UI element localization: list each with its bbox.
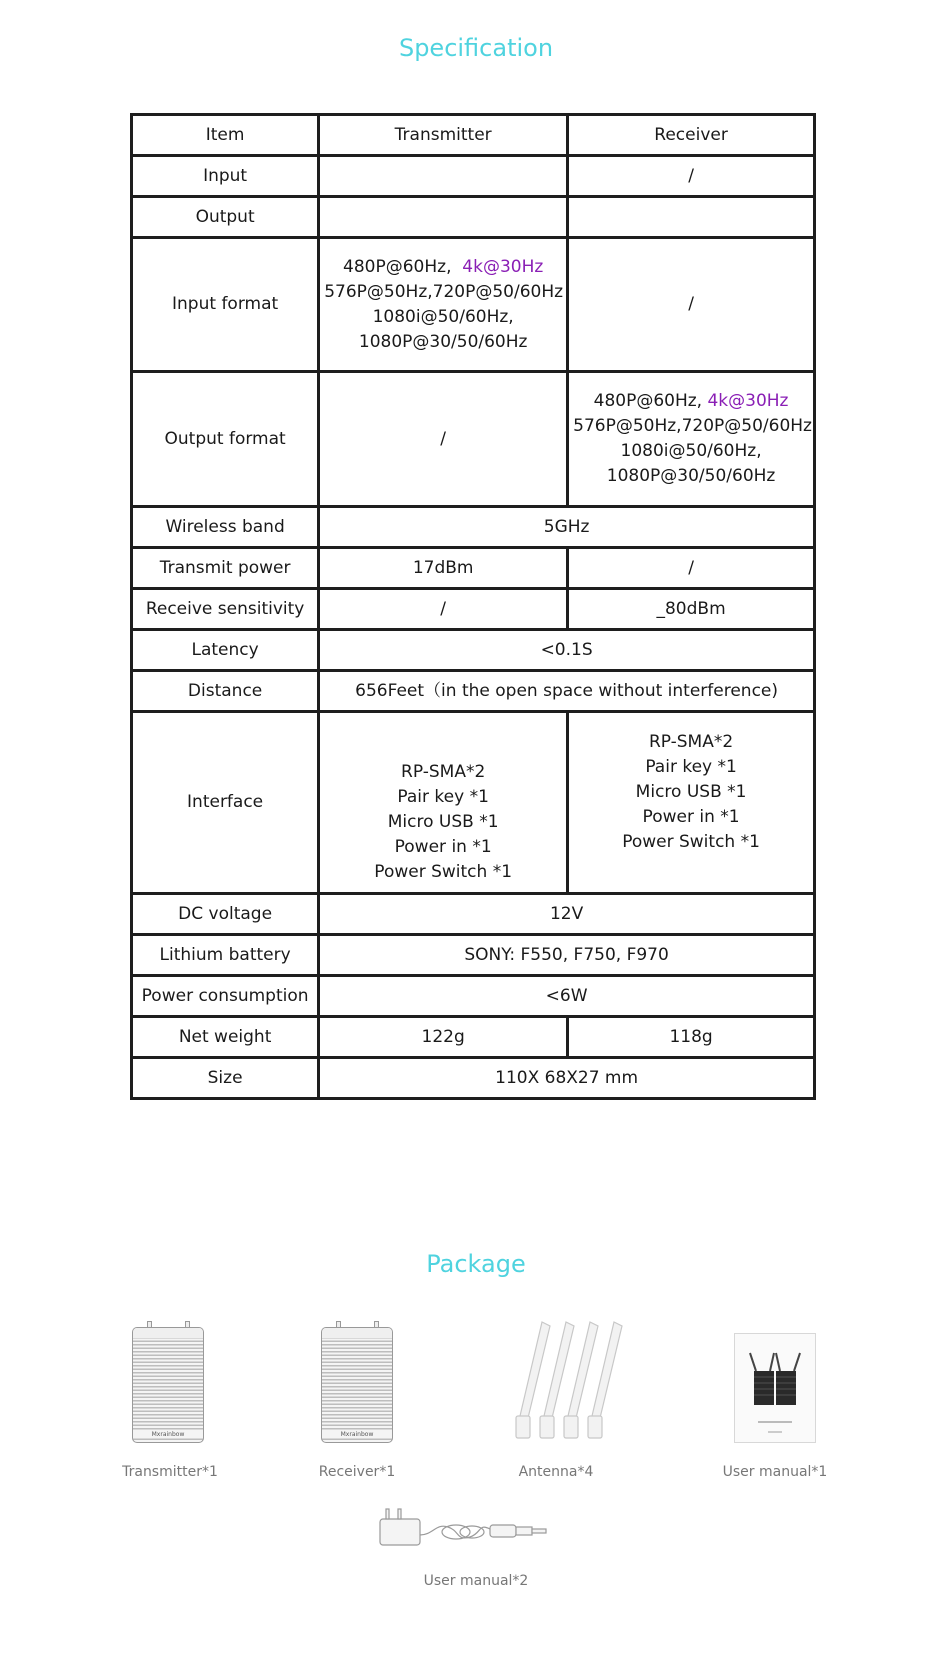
header-item: Item xyxy=(132,115,319,156)
format-line: 576P@50Hz,720P@50/60Hz xyxy=(573,416,812,436)
tx-value: 17dBm xyxy=(319,548,568,589)
interface-line: Pair key *1 xyxy=(397,787,489,807)
transmitter-image xyxy=(132,1327,204,1443)
rx-value: / xyxy=(568,238,815,372)
row-receive-sensitivity xyxy=(132,589,815,630)
row-label: Latency xyxy=(132,630,319,671)
rx-value xyxy=(568,197,815,238)
row-input xyxy=(132,156,815,197)
interface-line: Micro USB *1 xyxy=(387,812,499,832)
tx-value xyxy=(319,197,568,238)
row-label: Wireless band xyxy=(132,507,319,548)
tx-value xyxy=(319,156,568,197)
package-label-user-manual: User manual*1 xyxy=(722,1464,828,1480)
row-label: Output xyxy=(132,197,319,238)
row-label: Power consumption xyxy=(132,976,319,1017)
antenna-image xyxy=(510,1318,636,1448)
row-label: Interface xyxy=(132,712,319,894)
interface-line: Power Switch *1 xyxy=(622,832,760,852)
header-receiver: Receiver xyxy=(568,115,815,156)
rx-value: / xyxy=(568,548,815,589)
interface-line: Micro USB *1 xyxy=(635,782,747,802)
row-lithium-battery xyxy=(132,935,815,976)
format-highlight: 4k@30Hz xyxy=(462,256,544,277)
shared-value: SONY: F550, F750, F970 xyxy=(319,935,815,976)
tx-value: / xyxy=(319,589,568,630)
row-label: Size xyxy=(132,1058,319,1099)
package-label-transmitter: Transmitter*1 xyxy=(122,1464,218,1480)
shared-value: 656Feet（in the open space without interference) xyxy=(319,671,815,712)
format-line: 480P@60Hz, xyxy=(343,256,452,277)
format-highlight: 4k@30Hz xyxy=(707,391,789,411)
shared-value: 5GHz xyxy=(319,507,815,548)
shared-value: 12V xyxy=(319,894,815,935)
shared-value: 110X 68X27 mm xyxy=(319,1058,815,1099)
header-transmitter: Transmitter xyxy=(319,115,568,156)
rx-value xyxy=(568,712,815,894)
interface-line: Pair key *1 xyxy=(645,757,737,777)
device-top-band xyxy=(322,1328,392,1338)
row-label: Input xyxy=(132,156,319,197)
format-line: 1080P@30/50/60Hz xyxy=(606,466,776,486)
row-distance xyxy=(132,671,815,712)
row-label: Lithium battery xyxy=(132,935,319,976)
row-label: Net weight xyxy=(132,1017,319,1058)
shared-value: <6W xyxy=(319,976,815,1017)
tx-value: / xyxy=(319,372,568,507)
device-top-band xyxy=(133,1328,203,1338)
rx-value: / xyxy=(568,156,815,197)
specification-title: Specification xyxy=(398,34,554,62)
row-input-format xyxy=(132,238,815,372)
row-latency xyxy=(132,630,815,671)
row-label: Input format xyxy=(132,238,319,372)
row-size xyxy=(132,1058,815,1099)
tx-value xyxy=(319,712,568,894)
tx-value: 122g xyxy=(319,1017,568,1058)
tx-value xyxy=(319,238,568,372)
interface-line: Power in *1 xyxy=(394,837,492,857)
user-manual-image xyxy=(734,1333,816,1443)
row-transmit-power xyxy=(132,548,815,589)
package-label-user-manual-2: User manual*2 xyxy=(423,1573,529,1589)
format-line: 1080P@30/50/60Hz xyxy=(358,331,528,352)
device-logo: Mxrainbow xyxy=(133,1431,203,1438)
row-net-weight xyxy=(132,1017,815,1058)
plug-icon xyxy=(380,1509,420,1545)
row-interface xyxy=(132,712,815,894)
row-wireless-band xyxy=(132,507,815,548)
row-power-consumption xyxy=(132,976,815,1017)
rx-value xyxy=(568,372,815,507)
shared-value: <0.1S xyxy=(319,630,815,671)
row-output xyxy=(132,197,815,238)
antenna-port xyxy=(147,1321,152,1328)
format-line: 1080i@50/60Hz, xyxy=(620,441,762,461)
specification-table xyxy=(130,113,816,1100)
row-label: Distance xyxy=(132,671,319,712)
rx-value: 118g xyxy=(568,1017,815,1058)
interface-line: Power in *1 xyxy=(642,807,740,827)
device-logo: Mxrainbow xyxy=(322,1431,392,1438)
interface-line: RP-SMA*2 xyxy=(401,762,486,782)
row-label: DC voltage xyxy=(132,894,319,935)
table-header-row xyxy=(132,115,815,156)
package-label-receiver: Receiver*1 xyxy=(318,1464,396,1480)
package-label-antenna: Antenna*4 xyxy=(518,1464,594,1480)
receiver-image xyxy=(321,1327,393,1443)
power-adapter-image xyxy=(378,1505,564,1549)
antenna-port xyxy=(185,1321,190,1328)
format-line: 576P@50Hz,720P@50/60Hz xyxy=(324,281,564,302)
rx-value: _80dBm xyxy=(568,589,815,630)
row-dc-voltage xyxy=(132,894,815,935)
row-label: Output format xyxy=(132,372,319,507)
package-title: Package xyxy=(426,1250,526,1278)
format-line: 480P@60Hz, xyxy=(593,391,703,411)
interface-line: Power Switch *1 xyxy=(374,862,513,882)
dc-connector-icon xyxy=(490,1525,546,1537)
antenna-port xyxy=(336,1321,341,1328)
row-label: Transmit power xyxy=(132,548,319,589)
antenna-port xyxy=(374,1321,379,1328)
row-label: Receive sensitivity xyxy=(132,589,319,630)
row-output-format xyxy=(132,372,815,507)
format-line: 1080i@50/60Hz, xyxy=(372,306,514,327)
interface-line: RP-SMA*2 xyxy=(648,732,734,752)
